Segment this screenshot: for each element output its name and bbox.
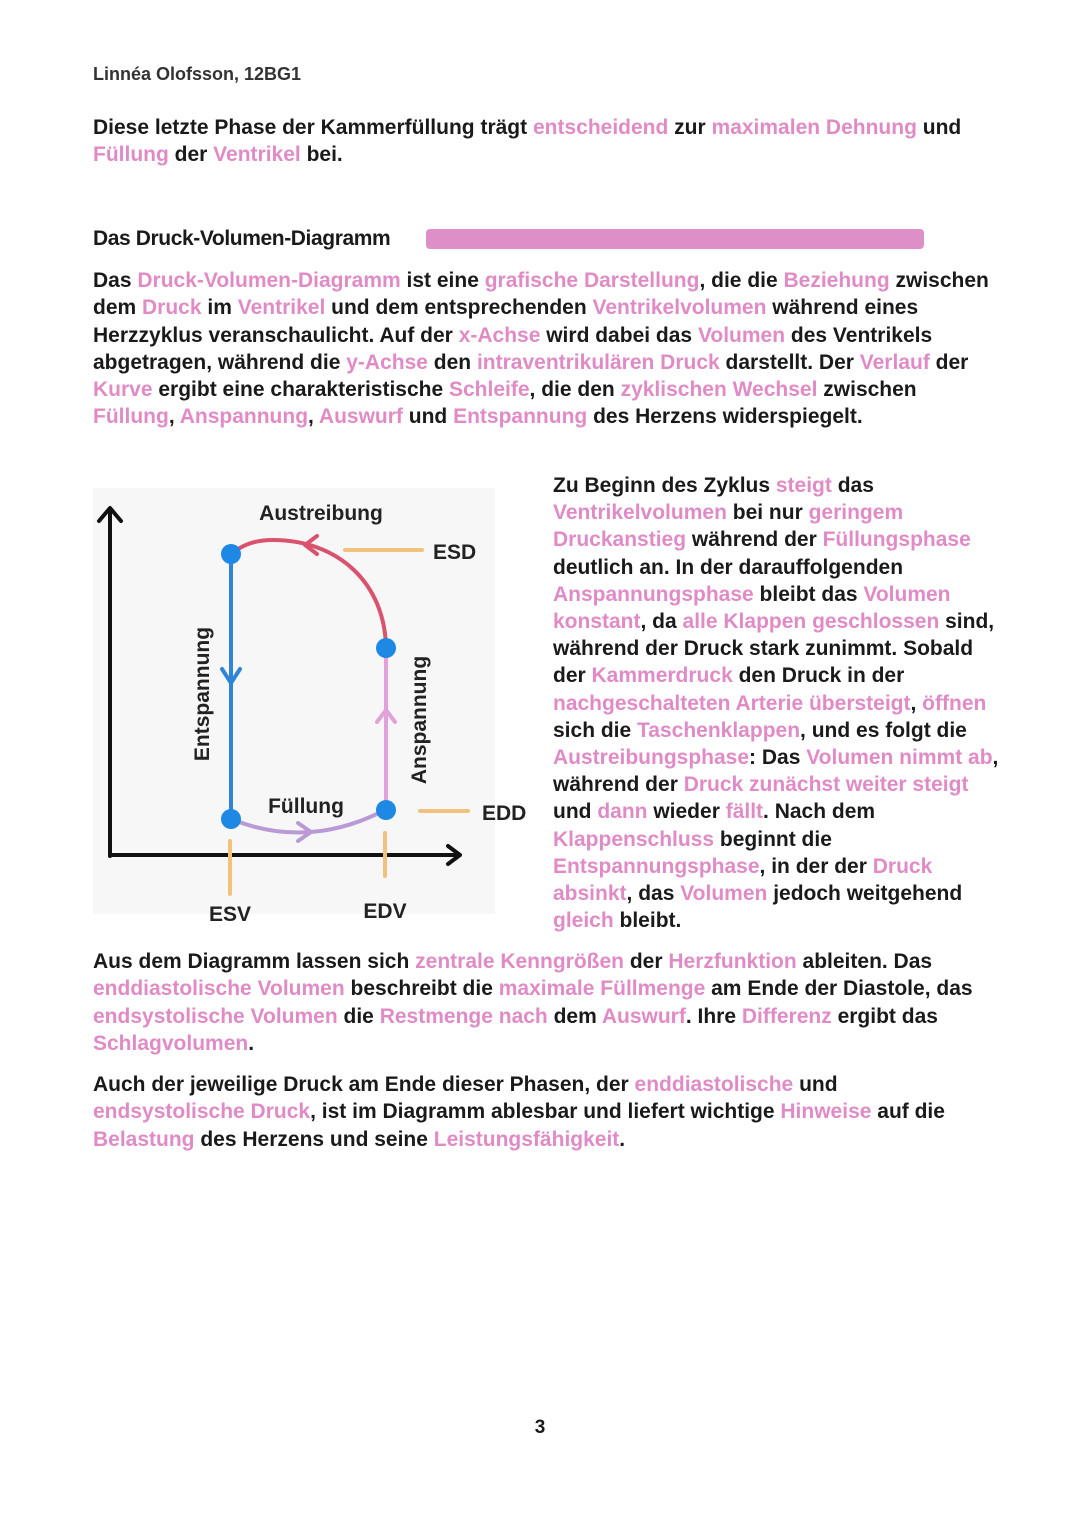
text-segment: darstellt. Der — [719, 350, 860, 374]
point-edv-edd — [376, 800, 396, 820]
highlighted-term: Volumen — [697, 323, 786, 347]
diagram-svg — [93, 488, 539, 928]
highlighted-term: Auswurf — [318, 405, 403, 429]
highlighted-term: maximalen Dehnung — [711, 116, 917, 139]
text-segment: und — [402, 405, 454, 429]
highlighted-term: Kammerdruck — [591, 664, 733, 688]
kenngroessen-paragraph — [93, 948, 993, 1057]
highlighted-term: Ventrikel — [213, 143, 301, 167]
highlighted-term: Austreibungsphase — [553, 746, 750, 770]
highlighted-term: Hinweise — [780, 1100, 872, 1124]
text-segment: , da — [640, 610, 683, 634]
highlighted-term: Differenz — [741, 1004, 832, 1028]
label-edd: EDD — [482, 802, 527, 825]
text-segment: zur — [668, 116, 712, 139]
highlighted-term: steigt — [775, 474, 832, 497]
highlighted-term: Druck absinkt — [553, 854, 933, 906]
point-esv-bottom — [221, 809, 241, 829]
highlighted-term: Klappenschluss — [553, 827, 715, 851]
austreibung-curve — [231, 540, 386, 648]
text-segment: sind, während der Druck stark zunimmt. Sobald der — [553, 610, 995, 688]
text-segment: beschreibt die — [344, 977, 499, 1001]
highlighted-term: endsystolische Volumen — [93, 1004, 338, 1028]
text-segment: wird dabei das — [540, 323, 698, 347]
text-segment: zwischen dem — [93, 269, 989, 320]
highlighted-term: Füllungsphase — [822, 528, 971, 552]
highlighted-term: x-Achse — [458, 323, 541, 347]
highlighted-term: Entspannungsphase — [553, 854, 760, 878]
label-esd: ESD — [433, 541, 477, 564]
label-edv: EDV — [363, 900, 407, 923]
text-segment: , die den — [529, 378, 621, 402]
text-segment: , und es folgt die — [800, 718, 967, 742]
text-segment: bleibt. — [613, 909, 682, 933]
highlighted-term: maximale Füllmenge — [498, 977, 706, 1001]
text-segment: Diese letzte Phase der Kammerfüllung trägt — [93, 116, 533, 139]
section-heading — [93, 226, 390, 252]
label-anspannung: Anspannung — [408, 655, 431, 785]
text-segment: die — [337, 1004, 380, 1028]
text-segment: dem — [547, 1004, 602, 1028]
text-segment: im — [201, 296, 238, 320]
phase-description-paragraph — [553, 472, 1003, 934]
text-segment: , — [308, 405, 319, 429]
text-segment: ergibt das — [831, 1004, 938, 1028]
highlighted-term: Taschenklappen — [637, 718, 801, 742]
text-segment: Das — [93, 269, 138, 292]
highlighted-term: Auswurf — [601, 1004, 686, 1028]
text-segment: während der — [686, 528, 823, 552]
highlighted-term: Schleife — [449, 378, 530, 402]
label-entspannung: Entspannung — [191, 626, 214, 762]
text-segment: auf die — [871, 1100, 945, 1124]
text-segment: : Das — [749, 746, 807, 770]
text-segment: ableiten. Das — [796, 950, 933, 973]
highlighted-term: intraventrikulären Druck — [476, 350, 720, 374]
text-segment: deutlich an. In der darauffolgenden — [553, 555, 904, 579]
text-segment: den — [427, 350, 477, 374]
point-edv-top — [376, 638, 396, 658]
label-esv: ESV — [208, 903, 252, 926]
text-segment: der — [624, 950, 669, 973]
text-segment: wieder — [647, 800, 726, 824]
highlighted-term: Volumen konstant — [553, 582, 951, 634]
highlighted-term: Beziehung — [783, 269, 890, 292]
highlighted-term: alle Klappen geschlossen — [682, 610, 940, 634]
label-austreibung: Austreibung — [259, 502, 383, 525]
highlighted-term: Druck zunächst weiter steigt — [683, 773, 969, 797]
highlighted-term: Herzfunktion — [668, 950, 797, 973]
text-segment: beginnt die — [714, 827, 832, 851]
druck-paragraph — [93, 1071, 993, 1153]
text-segment: des Herzens und seine — [194, 1127, 434, 1151]
highlighted-term: zyklischen Wechsel — [620, 378, 818, 402]
text-segment: des Ventrikels abgetragen, während die — [93, 323, 933, 374]
highlighted-term: Entspannung — [453, 405, 588, 429]
intro-definition-paragraph — [93, 267, 993, 431]
highlighted-term: fällt — [725, 800, 764, 824]
page-number: 3 — [534, 1417, 546, 1438]
text-segment: bei. — [300, 143, 343, 167]
highlighted-term: zentrale Kenngrößen — [415, 950, 625, 973]
text-segment: während eines Herzzyklus veranschaulicht. Auf der — [93, 296, 919, 347]
highlighted-term: Volumen nimmt ab — [806, 746, 993, 770]
text-segment: der — [929, 350, 969, 374]
text-segment: des Herzens widerspiegelt. — [587, 405, 863, 429]
pressure-volume-diagram — [93, 488, 539, 928]
section-title: Das Druck-Volumen-Diagramm — [93, 227, 391, 250]
text-segment: . Ihre — [685, 1004, 742, 1028]
highlighted-term: Füllung — [93, 405, 169, 429]
text-segment: den Druck in der — [732, 664, 905, 688]
text-segment: , die die — [699, 269, 784, 292]
author-header: Linnéa Olofsson, 12BG1 — [93, 64, 302, 84]
text-segment: am Ende der Diastole, das — [705, 977, 973, 1001]
text-segment: ergibt eine charakteristische — [152, 378, 449, 402]
highlighted-term: Druck — [142, 296, 202, 320]
highlighted-term: Volumen — [680, 882, 768, 906]
highlighted-term: Schlagvolumen — [93, 1031, 249, 1055]
text-segment: zwischen — [817, 378, 917, 402]
highlighted-term: Ventrikel — [237, 296, 326, 320]
highlighted-term: Druck-Volumen-Diagramm — [137, 269, 401, 292]
highlighted-term: endsystolische Druck — [93, 1100, 311, 1124]
text-segment: Aus dem Diagramm lassen sich — [93, 950, 416, 973]
text-segment: und — [553, 800, 598, 824]
highlighted-term: Leistungsfähigkeit — [433, 1127, 620, 1151]
section-highlight-bar — [426, 229, 924, 249]
highlighted-term: Belastung — [93, 1127, 195, 1151]
highlighted-term: Füllung — [93, 143, 169, 167]
highlighted-term: geringem Druckanstieg — [553, 501, 904, 552]
point-esv-esd — [221, 544, 241, 564]
highlighted-term: Restmenge nach — [379, 1004, 548, 1028]
text-segment: , während der — [553, 746, 999, 797]
highlighted-term: enddiastolische — [634, 1073, 794, 1096]
text-segment: Zu Beginn des Zyklus — [553, 474, 776, 497]
text-segment: bei nur — [726, 501, 809, 525]
text-segment: Auch der jeweilige Druck am Ende dieser Phasen, der — [93, 1073, 635, 1096]
text-segment: , in der der — [759, 854, 873, 878]
highlighted-term: grafische Darstellung — [484, 269, 700, 292]
text-segment: . Nach dem — [763, 800, 876, 824]
text-segment: , ist im Diagramm ablesbar und liefert wichtige — [310, 1100, 781, 1124]
highlighted-term: Kurve — [93, 378, 153, 402]
text-segment: ist eine — [400, 269, 485, 292]
highlighted-term: gleich — [553, 909, 614, 933]
text-segment: sich die — [553, 718, 638, 742]
highlighted-term: enddiastolische Volumen — [93, 977, 345, 1001]
text-segment: und — [916, 116, 962, 139]
text-segment: bleibt das — [753, 582, 864, 606]
intro-paragraph — [93, 114, 993, 169]
highlighted-term: Anspannungsphase — [553, 582, 754, 606]
text-segment: . — [619, 1127, 626, 1151]
text-segment: und dem entsprechenden — [325, 296, 593, 320]
text-segment: , — [910, 691, 923, 715]
text-segment: . — [248, 1031, 255, 1055]
text-segment: das — [831, 474, 874, 497]
highlighted-term: Ventrikelvolumen — [592, 296, 767, 320]
text-segment: jedoch weitgehend — [767, 882, 963, 906]
highlighted-term: nachgeschalteten Arterie übersteigt — [553, 691, 911, 715]
highlighted-term: Verlauf — [859, 350, 930, 374]
text-segment: der — [168, 143, 214, 167]
text-segment: , — [168, 405, 180, 429]
highlighted-term: öffnen — [922, 691, 987, 715]
highlighted-term: y-Achse — [346, 350, 428, 374]
text-segment: , das — [626, 882, 681, 906]
label-fuellung: Füllung — [268, 795, 344, 818]
highlighted-term: Anspannung — [179, 405, 309, 429]
text-segment: und — [793, 1073, 838, 1096]
highlighted-term: dann — [597, 800, 648, 824]
highlighted-term: Ventrikelvolumen — [553, 501, 727, 525]
highlighted-term: entscheidend — [532, 116, 669, 139]
